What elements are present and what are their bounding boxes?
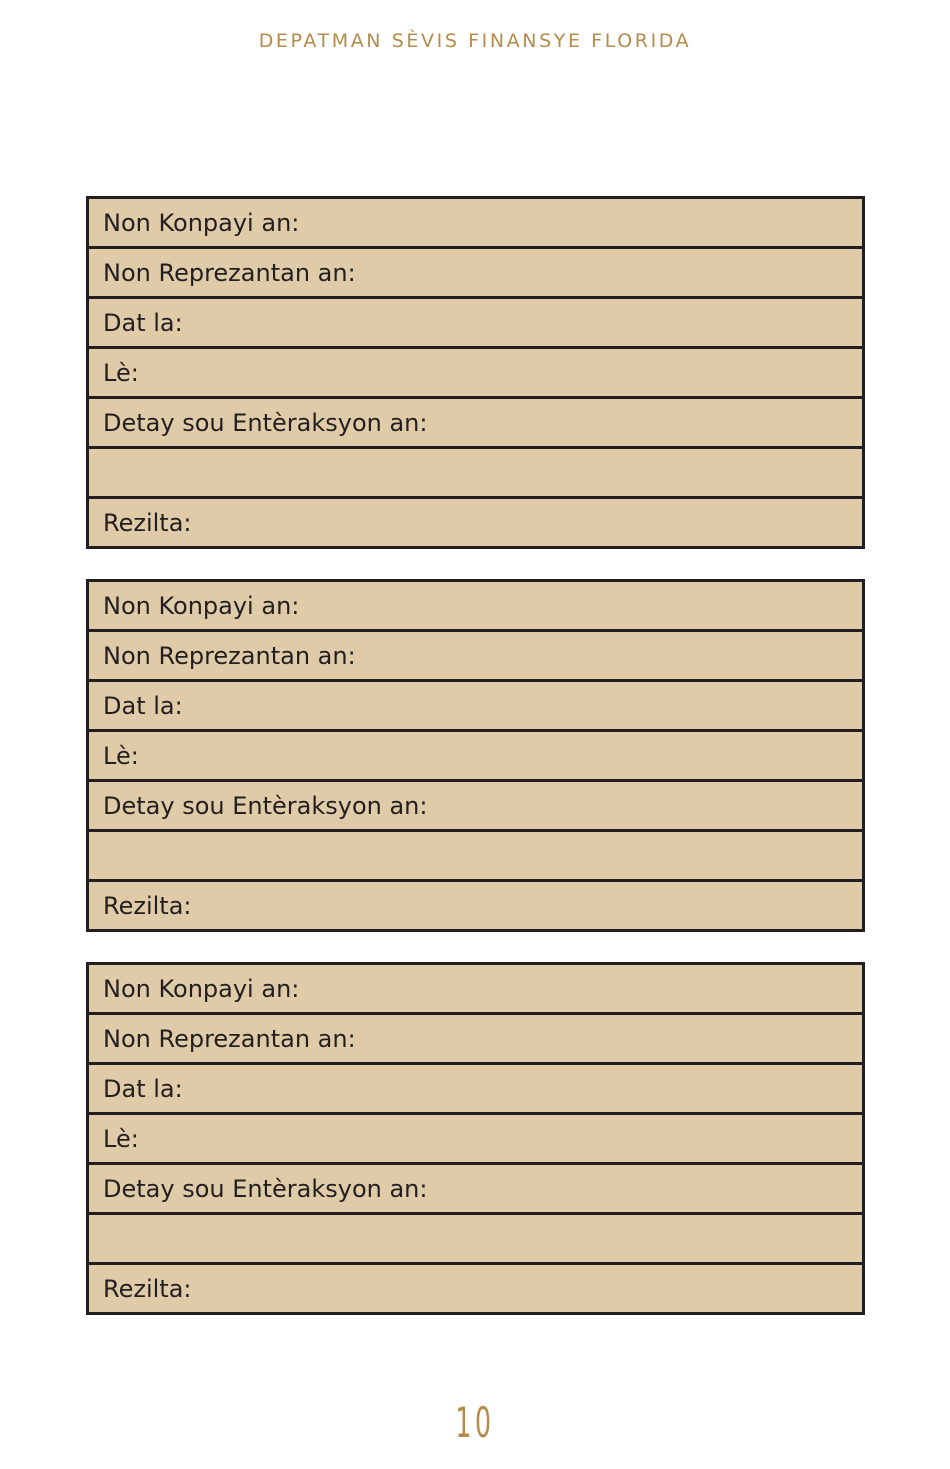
interaction-details-continued-field[interactable] bbox=[89, 832, 862, 882]
interaction-form-1 bbox=[86, 196, 865, 549]
interaction-details-field[interactable]: Detay sou Entèraksyon an: bbox=[89, 782, 862, 832]
interaction-form-3 bbox=[86, 962, 865, 1315]
result-field[interactable]: Rezilta: bbox=[103, 508, 192, 537]
interaction-form-2 bbox=[86, 579, 865, 932]
time-field[interactable]: Lè: bbox=[89, 732, 862, 782]
time-field[interactable]: Lè: bbox=[89, 1115, 862, 1165]
interaction-details-continued-field[interactable] bbox=[89, 449, 862, 499]
interaction-details-field[interactable]: Detay sou Entèraksyon an: bbox=[89, 399, 862, 449]
representative-name-field[interactable]: Non Reprezantan an: bbox=[89, 632, 862, 682]
representative-name-field[interactable]: Non Reprezantan an: bbox=[89, 1015, 862, 1065]
company-name-field[interactable]: Non Konpayi an: bbox=[89, 199, 862, 249]
date-field[interactable]: Dat la: bbox=[89, 1065, 862, 1115]
time-field[interactable]: Lè: bbox=[89, 349, 862, 399]
interaction-details-continued-field[interactable] bbox=[89, 1215, 862, 1265]
result-field[interactable]: Rezilta: bbox=[103, 891, 192, 920]
company-name-field[interactable]: Non Konpayi an: bbox=[89, 582, 862, 632]
interaction-details-field[interactable]: Detay sou Entèraksyon an: bbox=[89, 1165, 862, 1215]
result-field[interactable]: Rezilta: bbox=[103, 1274, 192, 1303]
company-name-field[interactable]: Non Konpayi an: bbox=[89, 965, 862, 1015]
page-header: DEPATMAN SÈVIS FINANSYE FLORIDA bbox=[258, 30, 692, 52]
date-field[interactable]: Dat la: bbox=[89, 682, 862, 732]
representative-name-field[interactable]: Non Reprezantan an: bbox=[89, 249, 862, 299]
date-field[interactable]: Dat la: bbox=[89, 299, 862, 349]
page-number: 10 bbox=[455, 1398, 495, 1447]
